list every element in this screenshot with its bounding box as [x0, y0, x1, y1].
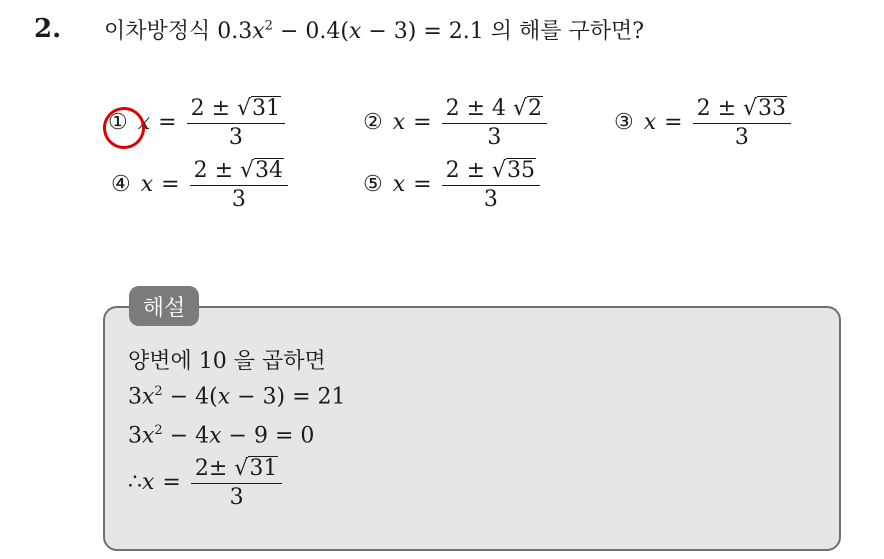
choice-4[interactable]: ④ x = 2 ± √ 34 3 — [111, 158, 288, 211]
sqrt-icon: √ — [743, 96, 758, 122]
solution-label: 해설 — [129, 286, 199, 326]
solution-line-3: $3x^2 - 4x - 9 = 0$ — [128, 423, 315, 449]
choice-5[interactable]: ⑤ x = 2 ± √ 35 3 — [363, 158, 540, 211]
choice-mark: ⑤ — [363, 172, 383, 198]
fraction: 2 ± √ 31 3 — [187, 96, 285, 149]
choice-mark: ② — [363, 110, 383, 136]
solution-line-4: ∴ x = 2± √ 31 3 — [128, 456, 282, 509]
sqrt-icon: √ — [492, 158, 507, 184]
fraction: 2± √ 31 3 — [191, 456, 282, 509]
fraction: 2 ± √ 34 3 — [190, 158, 288, 211]
problem-statement: 이차방정식 $0.3x^2 - 0.4(x - 3) = 2.1$ 의 해를 구하면? — [104, 18, 645, 44]
fraction: 2 ± √ 33 3 — [693, 96, 791, 149]
sqrt-icon: √ — [240, 158, 255, 184]
choice-1[interactable]: ① x = 2 ± √ 31 3 — [108, 96, 285, 149]
choice-mark: ④ — [111, 172, 131, 198]
choice-mark: ③ — [614, 110, 634, 136]
solution-line-2: $3x^2 - 4(x - 3) = 21$ — [128, 384, 346, 410]
choice-2[interactable]: ② x = 2 ± 4 √ 2 3 — [363, 96, 547, 149]
fraction: 2 ± √ 35 3 — [442, 158, 540, 211]
choice-3[interactable]: ③ x = 2 ± √ 33 3 — [614, 96, 791, 149]
sqrt-icon: √ — [513, 96, 528, 122]
sqrt-icon: √ — [234, 456, 249, 482]
problem-number: 2. — [34, 14, 62, 44]
choice-mark: ① — [108, 110, 128, 136]
sqrt-icon: √ — [237, 96, 252, 122]
fraction: 2 ± 4 √ 2 3 — [442, 96, 547, 149]
solution-line-1: 양변에 10 을 곱하면 — [128, 349, 326, 374]
